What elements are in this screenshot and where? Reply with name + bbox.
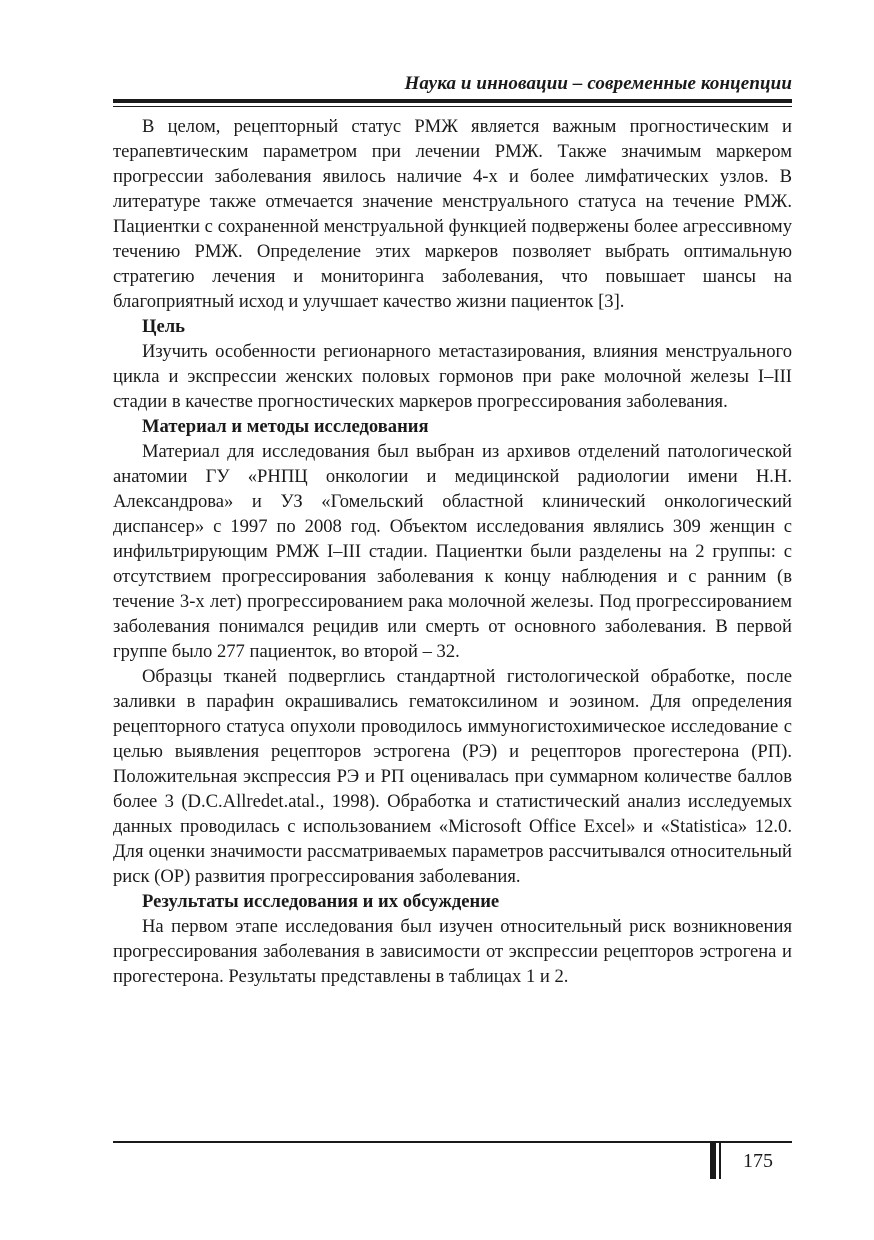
paragraph-goal: Изучить особенности регионарного метастазирования, влияния менструального цикла и экспрессии женских половых гормонов при раке молочной железы I–III стадии в качестве прогностических маркеров прогрессирования заболевания. [113, 341, 792, 412]
heading-materials-methods: Материал и методы исследования [142, 416, 429, 437]
footer-bar-thin [719, 1141, 721, 1179]
header-rule-thick [113, 99, 792, 103]
heading-goal: Цель [142, 316, 185, 337]
paragraph-materials: Материал для исследования был выбран из архивов отделений патологической анатомии ГУ «РНПЦ онкологии и медицинской радиологии имени Н.Н. Александрова» и УЗ «Гомельский областной клинический онкологический диспансер» с 1997 по 2008 год. Объектом исследования являлись 309 женщин с инфильтрирующим РМЖ I–III стадии. Пациентки были разделены на 2 группы: с отсутствием прогрессирования заболевания к концу наблюдения и с ранним (в течение 3-х лет) прогрессированием рака молочной железы. Под прогрессированием заболевания понимался рецидив или смерть от основного заболевания. В первой группе было 277 пациенток, во второй – 32. [113, 441, 792, 662]
paragraph-receptor-status: В целом, рецепторный статус РМЖ является важным прогностическим и терапевтическим параметром при лечении РМЖ. Также значимым маркером прогрессии заболевания явилось наличие 4-х и более лимфатических узлов. В литературе также отмечается значение менструального статуса на течение РМЖ. Пациентки с сохраненной менструальной функцией подвержены более агрессивному течению РМЖ. Определение этих маркеров позволяет выбрать оптимальную стратегию лечения и мониторинга заболевания, что повышает шансы на благоприятный исход и улучшает качество жизни пациенток [3]. [113, 116, 792, 312]
heading-results: Результаты исследования и их обсуждение [142, 891, 500, 912]
article-body [113, 114, 792, 989]
footer-bar-thick [710, 1141, 716, 1179]
footer-rule [113, 1141, 792, 1143]
header-rule-thin [113, 106, 792, 107]
running-header-title: Наука и инновации – современные концепции [404, 73, 792, 94]
paragraph-tissue-processing: Образцы тканей подверглись стандартной гистологической обработке, после заливки в парафин окрашивались гематоксилином и эозином. Для определения рецепторного статуса опухоли проводилось иммуногистохимическое исследование с целью выявления рецепторов эстрогена (РЭ) и рецепторов прогестерона (РП). Положительная экспрессия РЭ и РП оценивалась при суммарном количестве баллов более 3 (D.C.Allredet.atal., 1998). Обработка и статистический анализ исследуемых данных проводилась с использованием «Microsoft Office Excel» и «Statistica» 12.0. Для оценки значимости рассматриваемых параметров рассчитывался относительный риск (ОР) развития прогрессирования заболевания. [113, 666, 792, 887]
paragraph-results: На первом этапе исследования был изучен относительный риск возникновения прогрессирования заболевания в зависимости от экспрессии рецепторов эстрогена и прогестерона. Результаты представлены в таблицах 1 и 2. [113, 916, 792, 987]
page-number: 175 [743, 1150, 773, 1172]
